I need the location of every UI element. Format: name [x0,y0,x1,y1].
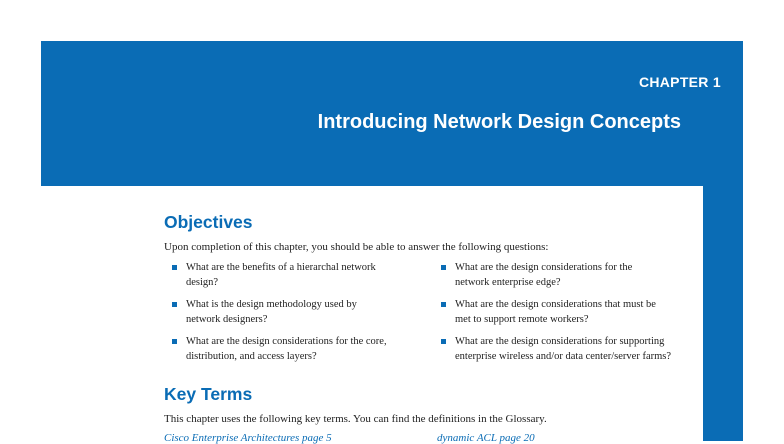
objective-line: What are the design considerations for the core, [186,336,387,347]
bullet-square-icon [441,339,446,344]
objective-item [441,297,703,334]
bullet-square-icon [172,302,177,307]
objective-item [172,297,427,334]
bullet-square-icon [172,339,177,344]
objective-line: enterprise wireless and/or data center/server farms? [455,351,672,362]
objective-line: distribution, and access layers? [186,351,317,362]
chapter-label: CHAPTER 1 [638,74,721,90]
objective-line: What are the benefits of a hierarchal network [186,262,376,273]
objectives-list-left [172,260,427,371]
bullet-square-icon [172,265,177,270]
objective-line: met to support remote workers? [455,314,589,325]
bullet-square-icon [441,265,446,270]
objectives-list-right [441,260,703,371]
key-terms-intro: This chapter uses the following key terms. You can find the definitions in the Glossary. [164,413,547,425]
key-terms-heading: Key Terms [164,384,253,404]
objective-line: What are the design considerations for supporting [455,336,665,347]
objective-item [441,334,703,371]
objective-line: What is the design methodology used by [186,299,357,310]
key-term-link[interactable]: Cisco Enterprise Architectures page 5 [164,432,332,444]
objectives-heading: Objectives [164,212,253,232]
objective-item [172,334,427,371]
bullet-square-icon [441,302,446,307]
objective-item [172,260,427,297]
chapter-title: Introducing Network Design Concepts [317,111,681,133]
objective-line: network enterprise edge? [455,277,561,288]
objective-line: What are the design considerations for the [455,262,633,273]
key-term-link[interactable]: dynamic ACL page 20 [437,432,535,444]
objectives-intro: Upon completion of this chapter, you should be able to answer the following questions: [164,241,549,253]
side-accent-bar [703,186,743,441]
objective-line: network designers? [186,314,268,325]
objective-line: design? [186,277,219,288]
objective-line: What are the design considerations that must be [455,299,656,310]
objective-item [441,260,703,297]
